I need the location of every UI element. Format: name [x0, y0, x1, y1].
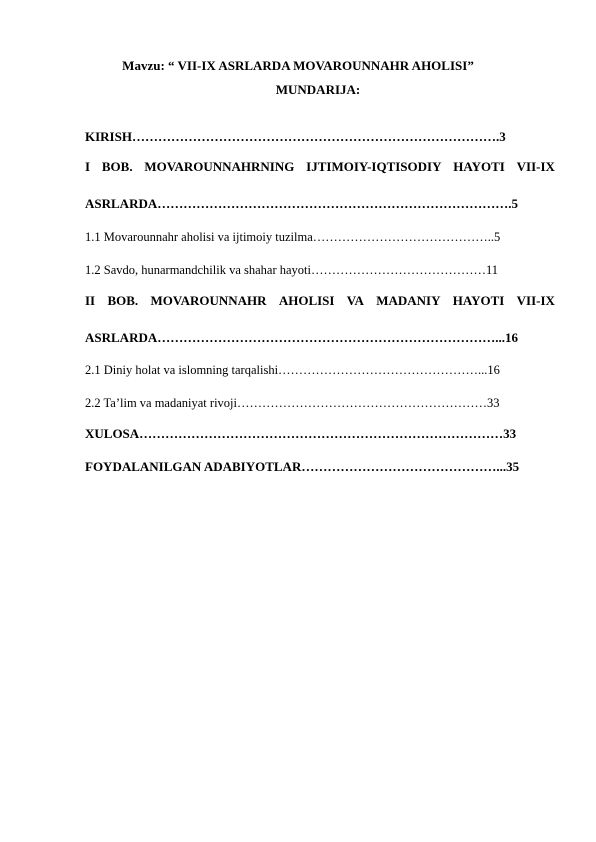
toc-word: VII-IX	[516, 293, 555, 308]
toc-entry-1-1: 1.1 Movarounnahr aholisi va ijtimoiy tuzilma……………………………………..5	[85, 230, 501, 244]
toc-entry-1-2: 1.2 Savdo, hunarmandchilik va shahar hayoti……………………………………11	[85, 263, 499, 277]
toc-word: BOB.	[101, 159, 133, 174]
toc-word: AHOLISI	[278, 293, 335, 308]
toc-word: HAYOTI	[452, 293, 505, 308]
toc-entry-2-1: 2.1 Diniy holat va islomning tarqalishi…………………………………………...16	[85, 363, 500, 377]
toc-word: VA	[346, 293, 364, 308]
toc-entry-chapter-1-cont: ASRLARDA……………………………………………………………………….5	[85, 196, 518, 211]
contents-heading: MUNDARIJA:	[275, 82, 361, 97]
toc-word: I	[85, 159, 91, 174]
toc-entry-bibliography: FOYDALANILGAN ADABIYOTLAR………………………………………...35	[85, 459, 520, 474]
toc-word: MADANIY	[376, 293, 441, 308]
toc-word: IJTIMOIY-IQTISODIY	[306, 159, 442, 174]
toc-word: VII-IX	[516, 159, 555, 174]
toc-entry-chapter-1	[85, 159, 555, 175]
toc-entry-2-2: 2.2 Ta’lim va madaniyat rivoji……………………………………………………33	[85, 396, 500, 410]
toc-word: HAYOTI	[453, 159, 505, 174]
toc-entry-chapter-2-cont: ASRLARDA……………………………………………………………………...16	[85, 330, 518, 345]
page-title: Mavzu: “ VII-IX ASRLARDA MOVAROUNNAHR AHOLISI”	[122, 58, 474, 73]
toc-entry-kirish: KIRISH………………………………………………………………………….3	[85, 129, 506, 144]
toc-word: II	[85, 293, 96, 308]
toc-entry-chapter-2	[85, 293, 555, 309]
toc-word: BOB.	[107, 293, 139, 308]
toc-word: MOVAROUNNAHR	[150, 293, 267, 308]
toc-word: MOVAROUNNAHRNING	[144, 159, 295, 174]
toc-entry-xulosa: XULOSA…………………………………………………………………………33	[85, 426, 517, 441]
